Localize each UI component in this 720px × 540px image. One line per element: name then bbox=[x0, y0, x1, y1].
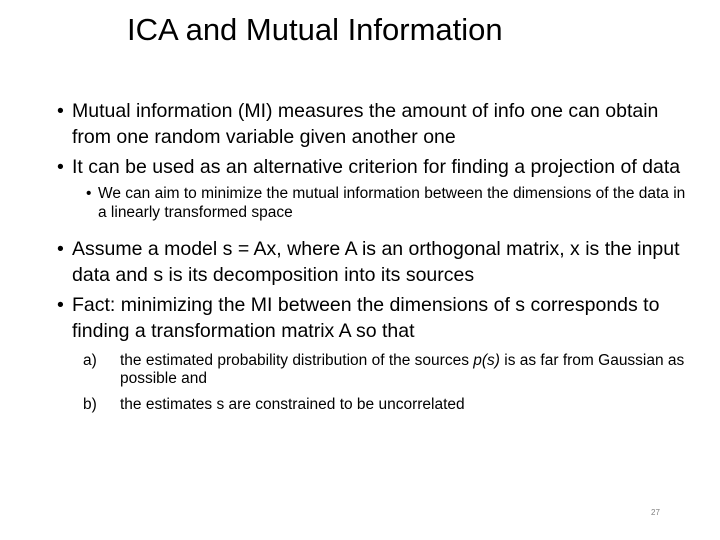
enum-text-post: is as far from Gaussian as possible and bbox=[120, 352, 685, 387]
enum-text-pre: the estimates s are constrained to be uncorrelated bbox=[120, 396, 465, 413]
enum-item-b bbox=[56, 396, 696, 414]
slide-body bbox=[56, 98, 696, 422]
bullet-item bbox=[56, 236, 696, 288]
enum-text bbox=[120, 352, 684, 387]
bullet-icon: • bbox=[57, 238, 64, 260]
enum-marker: b) bbox=[83, 396, 97, 413]
bullet-icon: • bbox=[57, 100, 64, 122]
bullet-icon: • bbox=[57, 294, 64, 316]
page-number: 27 bbox=[651, 508, 660, 517]
sub-bullet-text: We can aim to minimize the mutual information between the dimensions of the data in a linearly transformed space bbox=[98, 185, 686, 221]
enum-text bbox=[120, 396, 465, 413]
bullet-text: It can be used as an alternative criterion for finding a projection of data bbox=[72, 156, 681, 178]
bullet-text: Fact: minimizing the MI between the dimensions of s corresponds to finding a transformation matrix A so that bbox=[72, 294, 660, 342]
enum-marker: a) bbox=[83, 352, 97, 369]
sub-bullet-item bbox=[56, 184, 696, 222]
enum-text-pre: the estimated probability distribution of the sources bbox=[120, 352, 474, 369]
bullet-item bbox=[56, 98, 696, 150]
bullet-item bbox=[56, 154, 696, 180]
slide-title: ICA and Mutual Information bbox=[127, 12, 503, 47]
bullet-text: Assume a model s = Ax, where A is an orthogonal matrix, x is the input data and s is its decomposition into its sources bbox=[72, 238, 680, 286]
enum-text-emphasis: p(s) bbox=[473, 352, 500, 369]
bullet-text: Mutual information (MI) measures the amount of info one can obtain from one random variable given another one bbox=[72, 100, 659, 148]
bullet-icon: • bbox=[57, 156, 64, 178]
sub-bullet-icon: • bbox=[86, 185, 92, 202]
bullet-item bbox=[56, 292, 696, 344]
enum-item-a bbox=[56, 352, 696, 388]
